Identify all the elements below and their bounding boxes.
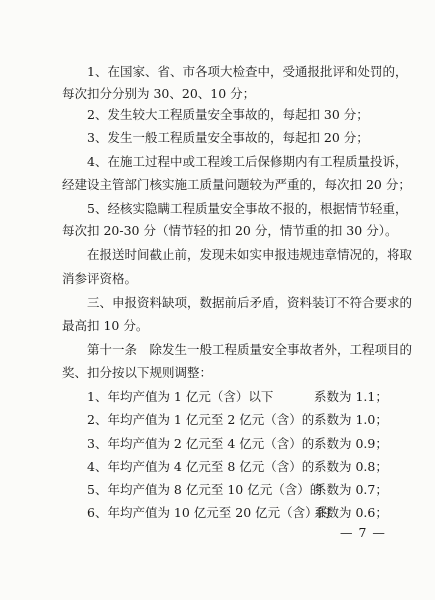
item-3: 3、发生一般工程质量安全事故的，每起扣 20 分； [87,130,369,145]
coefficient-row-value: 系数为 1.0； [314,412,388,427]
article-11-line-1: 第十一条 除发生一般工程质量安全事故者外，工程项目的 [87,342,413,357]
item-5-line-1: 5、经核实隐瞒工程质量安全事故不报的，根据情节轻重， [87,201,408,216]
item-1-line-2: 每次扣分分别为 30、20、10 分； [62,86,256,101]
coefficient-row-range: 1、年均产值为 1 亿元（含）以下 [87,389,274,404]
coefficient-row-range: 3、年均产值为 2 亿元至 4 亿元（含）的 [87,436,315,451]
item-4-line-2: 经建设主管部门核实施工质量问题较为严重的，每次扣 20 分； [62,177,411,192]
coefficient-row-range: 2、年均产值为 1 亿元至 2 亿元（含）的 [87,412,315,427]
section-3-line-2: 最高扣 10 分。 [62,318,149,333]
coefficient-row-value: 系数为 0.6； [314,505,388,520]
item-5-line-2: 每次扣 20-30 分（情节轻的扣 20 分，情节重的扣 30 分）。 [62,223,398,238]
coefficient-row-value: 系数为 1.1； [314,389,388,404]
page-number: — 7 — [340,525,386,540]
section-3-line-1: 三、申报资料缺项，数据前后矛盾，资料装订不符合要求的 [87,295,413,310]
item-1-line-1: 1、在国家、省、市各项大检查中，受通报批评和处罚的， [87,64,408,79]
item-2: 2、发生较大工程质量安全事故的，每起扣 30 分； [87,107,369,122]
item-4-line-1: 4、在施工过程中或工程竣工后保修期内有工程质量投诉， [87,154,408,169]
deadline-paragraph-line-1: 在报送时间截止前，发现未如实申报违规违章情况的，将取 [87,247,413,262]
coefficient-row-range: 5、年均产值为 8 亿元至 10 亿元（含）的 [87,482,323,497]
article-11-line-2: 奖、扣分按以下规则调整： [62,365,213,380]
coefficient-row-value: 系数为 0.7； [314,482,388,497]
coefficient-row-range: 6、年均产值为 10 亿元至 20 亿元（含）的 [87,505,331,520]
coefficient-row-value: 系数为 0.9； [314,436,388,451]
coefficient-row-value: 系数为 0.8； [314,459,388,474]
coefficient-row-range: 4、年均产值为 4 亿元至 8 亿元（含）的 [87,459,315,474]
deadline-paragraph-line-2: 消参评资格。 [62,271,138,286]
